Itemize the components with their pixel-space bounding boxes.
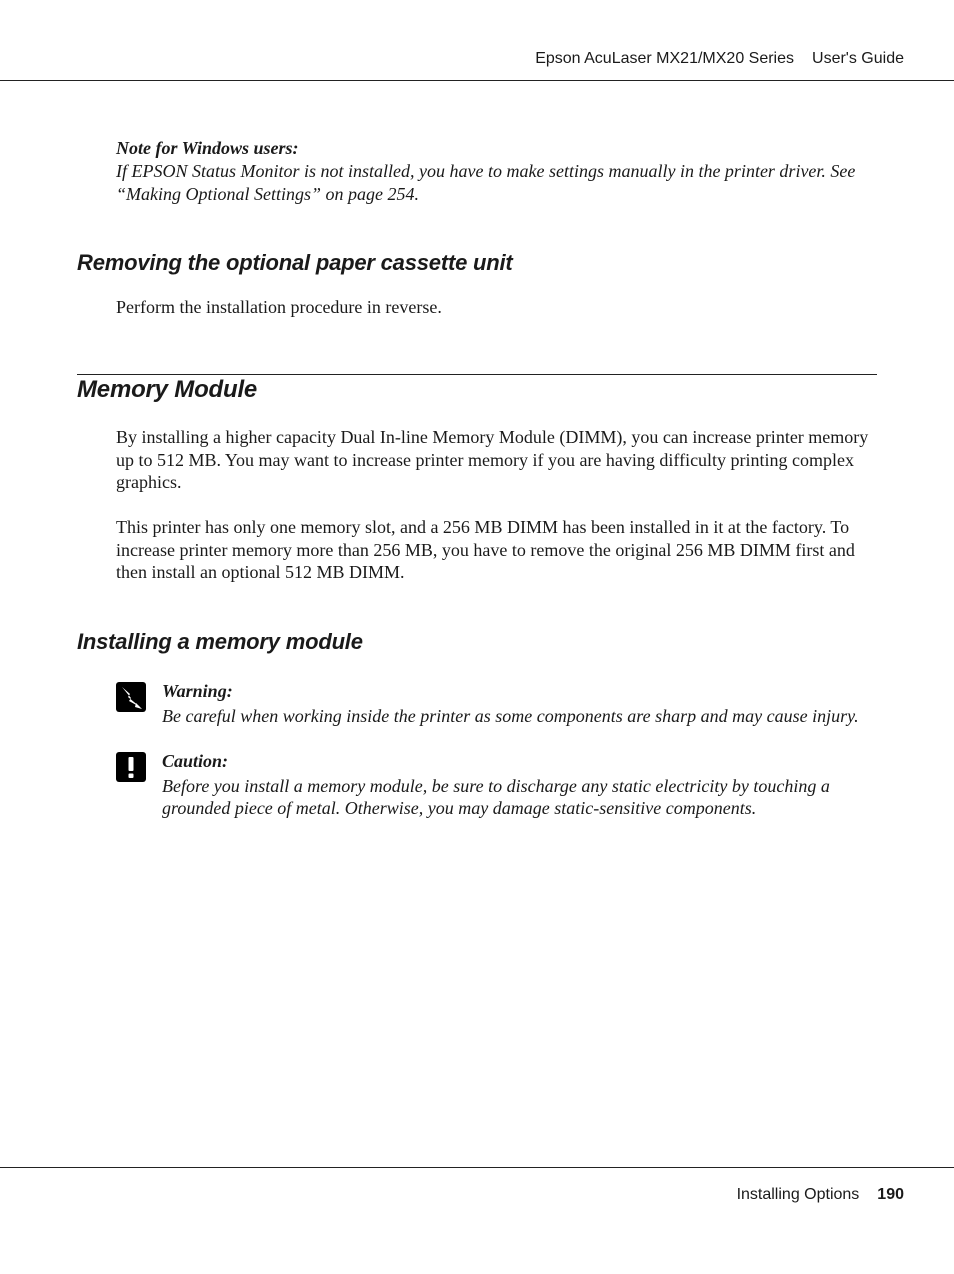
memory-heading: Memory Module [77, 376, 258, 403]
removing-heading: Removing the optional paper cassette unit [77, 250, 513, 275]
memory-para-2: This printer has only one memory slot, and a 256 MB DIMM has been installed in it at the factory. To increase printer memory more than 256 MB, you have to remove the original 256 MB DIMM first and then install an optional 512 MB DIMM. [116, 517, 855, 582]
caution-text: Before you install a memory module, be sure to discharge any static electricity by touching a grounded piece of metal. Otherwise, you may damage static-sensitive components. [162, 775, 830, 818]
windows-note [116, 137, 881, 206]
note-text: If EPSON Status Monitor is not installed, you have to make settings manually in the printer driver. See “Making Optional Settings” on page 254. [116, 161, 856, 204]
caution-label: Caution: [162, 751, 229, 771]
header-guide: User's Guide [812, 50, 904, 67]
header-product: Epson AcuLaser MX21/MX20 Series [535, 50, 795, 67]
warning-text: Be careful when working inside the printer as some components are sharp and may cause injury. [162, 705, 859, 726]
header-rule [0, 80, 954, 81]
page-header [535, 50, 904, 68]
page-footer [737, 1186, 904, 1204]
footer-section: Installing Options [736, 1186, 860, 1203]
page-number: 190 [877, 1186, 904, 1203]
removing-text: Perform the installation procedure in reverse. [116, 297, 442, 317]
note-title: Note for Windows users: [116, 138, 299, 158]
footer-rule [0, 1167, 954, 1168]
warning-icon [116, 682, 146, 712]
warning-notice [116, 680, 881, 730]
memory-para-1: By installing a higher capacity Dual In-line Memory Module (DIMM), you can increase printer memory up to 512 MB. You may want to increase printer memory if you are having difficulty printing complex graphics. [116, 427, 869, 492]
caution-notice [116, 750, 881, 825]
warning-label: Warning: [162, 681, 233, 701]
installing-heading: Installing a memory module [77, 629, 363, 654]
section-rule [77, 374, 877, 375]
caution-icon [116, 752, 146, 782]
